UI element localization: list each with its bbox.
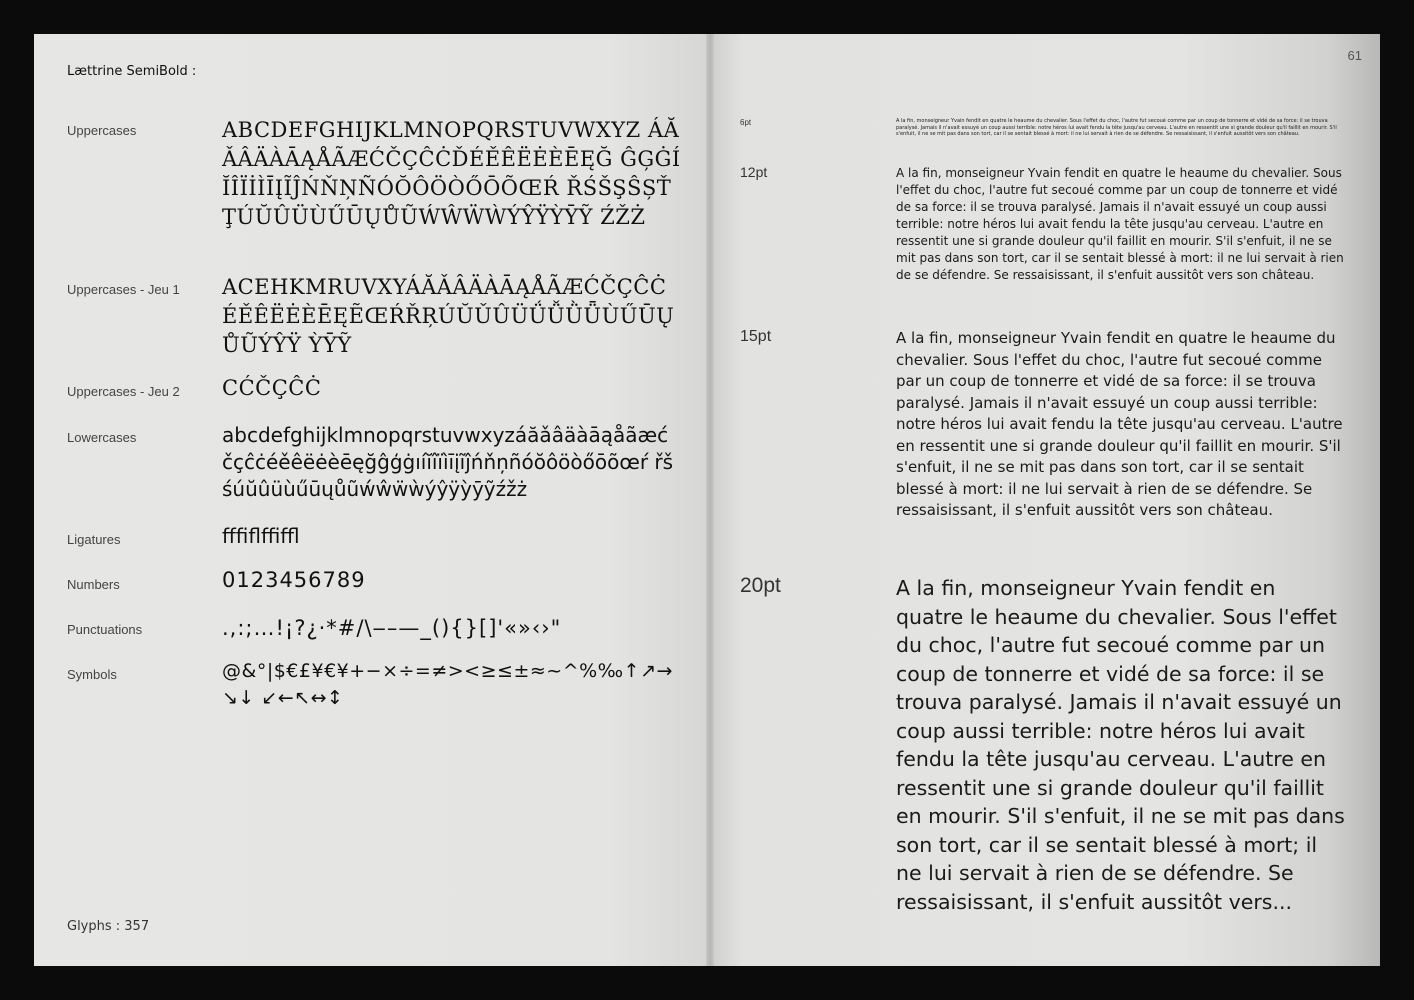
glyphs-ligatures: ﬀﬁﬂﬃﬄ: [222, 524, 300, 548]
glyphs-numbers: 0123456789: [222, 568, 366, 592]
text-sample-6pt: A la fin, monseigneur Yvain fendit en quatre le heaume du chevalier. Sous l'effet du choc, l'autre fut secoué comme par un coup de tonnerre et vidé de sa force: il se trouva paralysé. Jamais il n'avait essuyé un coup aussi terrible: notre héros lui avait fendu la tête jusqu'au cerveau. L'autre en ressentit une si grande douleur qu'il faillit en mourir. S'il s'enfuit, il ne se mit pas dans son tort, car il se sentait blessé à mort: il ne lui servait à rien de se défendre. Se ressaisissant, il s'enfuit aussitôt vers son château.: [896, 118, 1337, 137]
glyph-count: Glyphs : 357: [67, 919, 150, 934]
glyphs-uppercases-jeu-1: ACEHKMRUVXYÁĂǍÂÄÀĀĄÅÃÆĆČÇĈĊ ÉĚÊËĖÈĒĘẼŒŔŘŖÚŬǓÛÜǗǙǛǕÙŰŪŲŮŨÝŶŸ ỲȲỸ: [222, 275, 675, 357]
row-label-uppercases-jeu-1: Uppercases - Jeu 1: [67, 282, 180, 297]
size-label-20pt: 20pt: [740, 574, 781, 597]
left-page: [34, 34, 710, 966]
row-label-punctuations: Punctuations: [67, 622, 143, 637]
book-gutter: [706, 34, 714, 966]
font-name-heading: Lættrine SemiBold :: [67, 64, 197, 79]
glyphs-punctuations: .,:;…!¡?¿·*#/\‒–—_(){}[]'«»‹›": [222, 616, 562, 640]
row-label-numbers: Numbers: [67, 577, 120, 592]
row-label-lowercases: Lowercases: [67, 430, 137, 445]
text-sample-20pt: A la fin, monseigneur Yvain fendit en quatre le heaume du chevalier. Sous l'effet du choc, l'autre fut secoué comme par un coup de tonnerre et vidé de sa force: il se trouva paralysé. Jamais il n'avait essuyé un coup aussi terrible: notre héros lui avait fendu la tête jusqu'au cerveau. L'autre en ressentit une si grande douleur qu'il faillit en mourir. S'il s'enfuit, il ne se mit pas dans son tort, car il se sentait blessé à mort; il ne lui servait à rien de se défendre. Se ressaisissant, il s'enfuit aussitôt vers...: [896, 576, 1345, 914]
page-number: 61: [1347, 48, 1362, 63]
row-label-ligatures: Ligatures: [67, 532, 121, 547]
glyphs-uppercases: ABCDEFGHIJKLMNOPQRSTUVWXYZ ÁĂǍÂÄÀĀĄÅÃÆĆČÇĈĊĎÉĚÊËĖÈĒĘĞ ĜĢĠÍĬÎÏİÌĪĮĨĴŃŇŅÑÓŎÔÖÒŐŌÕŒŔ ŘŚŠŞŜȘŤŢÚŬÛÜÙŰŪŲŮŨẂŴẄẀÝŶŸỲȲỸ ŹŽŻ: [222, 118, 681, 229]
glyphs-uppercases-jeu-2: CĆČÇĈĊ: [222, 376, 322, 400]
row-label-uppercases-jeu-2: Uppercases - Jeu 2: [67, 384, 180, 399]
size-label-15pt: 15pt: [740, 328, 772, 345]
size-label-12pt: 12pt: [740, 164, 768, 180]
size-label-6pt: 6pt: [740, 118, 752, 127]
glyphs-symbols: @&°|$€£¥€¥+−×÷=≠><≥≤±≈~^%‰↑↗→↘↓ ↙←↖↔↕: [222, 660, 673, 709]
row-label-symbols: Symbols: [67, 667, 117, 682]
right-page: [710, 34, 1380, 966]
text-sample-15pt: A la fin, monseigneur Yvain fendit en quatre le heaume du chevalier. Sous l'effet du choc, l'autre fut secoué comme par un coup de tonnerre et vidé de sa force: il se trouva paralysé. Jamais il n'avait essuyé un coup aussi terrible: notre héros lui avait fendu la tête jusqu'au cerveau. L'autre en ressentit une si grande douleur qu'il faillit en mourir. S'il s'enfuit, il ne se mit pas dans son tort, car il se sentait blessé à mort: il ne lui servait à rien de se défendre. Se ressaisissant, il s'enfuit aussitôt vers son château.: [896, 329, 1343, 519]
glyphs-lowercases: abcdefghijklmnopqrstuvwxyzáăǎâäàāąåãæć čçĉċéěêëėèēęğĝģġıíĭîïìīįĩĵńňņñóŏôöòőōõœŕ řšśúŭûüùűūųůũẃŵẅẁýŷÿỳȳỹźžż: [222, 423, 674, 501]
text-sample-12pt: A la fin, monseigneur Yvain fendit en quatre le heaume du chevalier. Sous l'effet du choc, l'autre fut secoué comme par un coup de tonnerre et vidé de sa force: il se trouva paralysé. Jamais il n'avait essuyé un coup aussi terrible: notre héros lui avait fendu la tête jusqu'au cerveau. L'autre en ressentit une si grande douleur qu'il faillit en mourir. S'il s'enfuit, il ne se mit pas dans son tort, car il se sentait blessé à mort: il ne lui servait à rien de se défendre. Se ressaisissant, il s'enfuit aussitôt vers son château.: [896, 166, 1344, 282]
row-label-uppercases: Uppercases: [67, 123, 137, 138]
